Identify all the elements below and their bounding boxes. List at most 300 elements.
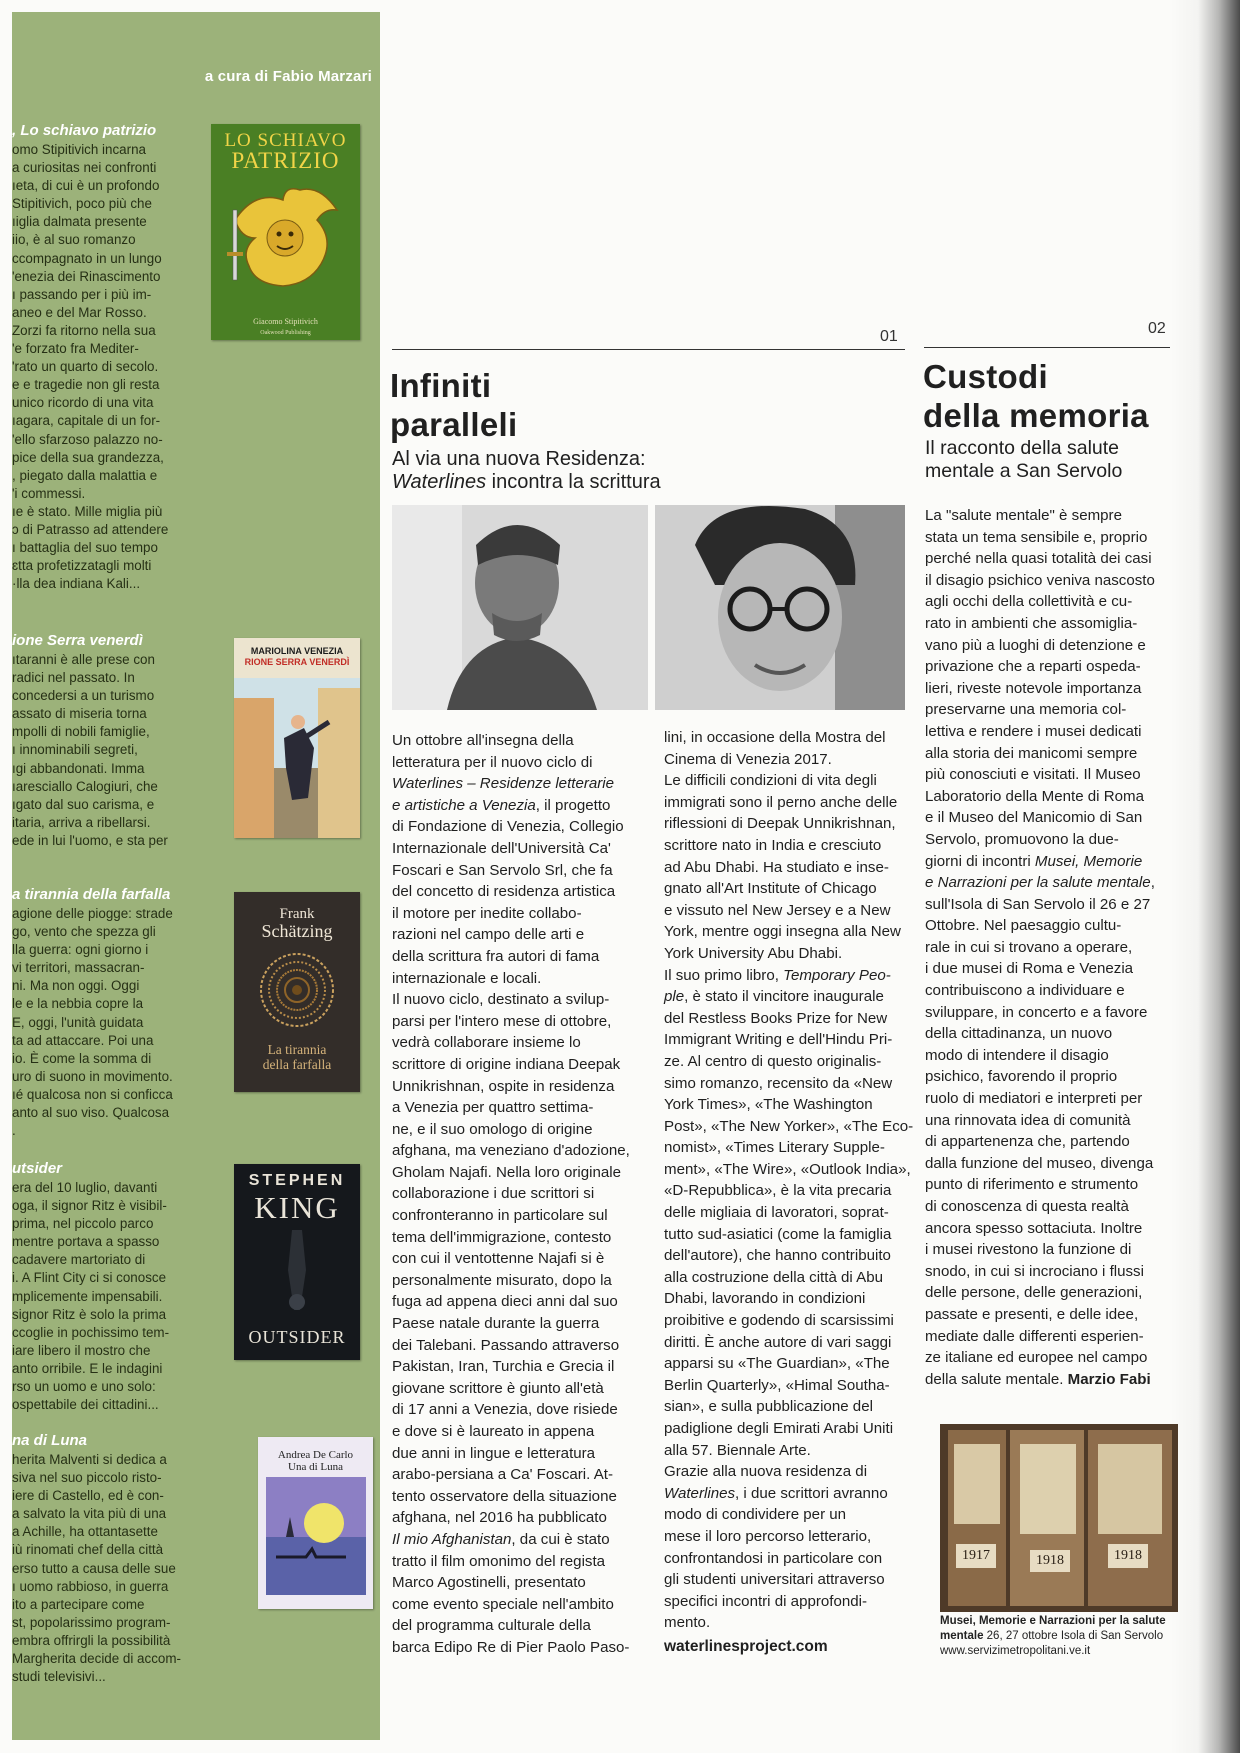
- text-line: [664, 727, 914, 749]
- text-span: tutto sud-asiatici (come la famiglia: [664, 1225, 892, 1243]
- archive-books-icon: [940, 1424, 1178, 1612]
- text-line: i. A Flint City ci si conosce: [12, 1270, 167, 1286]
- text-line: [664, 1180, 914, 1202]
- text-line: [392, 752, 648, 774]
- text-line: [664, 1202, 914, 1224]
- text-line: [925, 1066, 1175, 1088]
- winged-lion-icon: [225, 180, 346, 296]
- text-line: [925, 570, 1175, 592]
- text-line: [392, 1119, 648, 1141]
- spiral-icon: [257, 950, 337, 1030]
- text-line: [392, 1227, 648, 1249]
- book-title-line: La tirannia: [267, 1042, 327, 1057]
- venice-moon-illustration-icon: [266, 1477, 366, 1595]
- text-line: [392, 1443, 648, 1465]
- text-line: rso un uomo e uno solo:: [12, 1379, 156, 1395]
- text-line: [392, 1140, 648, 1162]
- text-line: ·lla dea indiana Kali...: [12, 576, 141, 592]
- text-span: tratto il film omonimo del regista: [392, 1552, 606, 1570]
- text-line: go, vento che spezza gli: [12, 924, 156, 940]
- text-span: una rinnovata idea di comunità: [925, 1111, 1131, 1129]
- text-line: [925, 591, 1175, 613]
- text-line: [925, 635, 1175, 657]
- text-line: [664, 1094, 914, 1116]
- text-span: di 17 anni a Venezia, dove risiede: [392, 1401, 618, 1419]
- text-line: [392, 1615, 648, 1637]
- text-span: confronteranno in particolare sul: [392, 1207, 608, 1225]
- text-line: ıagara, capitale di un for-: [12, 413, 161, 429]
- italic-span: Temporary Peo-: [783, 966, 891, 984]
- text-span: alla 57. Biennale Arte.: [664, 1441, 811, 1459]
- text-line: e e tragedie non gli resta: [12, 377, 160, 393]
- book-title-line: LO SCHIAVO: [224, 130, 347, 151]
- text-span: La "salute mentale" è sempre: [925, 507, 1122, 524]
- text-line: [392, 903, 648, 925]
- waterlines-link[interactable]: waterlinesproject.com: [664, 1637, 828, 1655]
- text-span: del programma culturale della: [392, 1617, 591, 1635]
- text-span: arabo-persiana a Ca' Foscari. At-: [392, 1466, 614, 1484]
- article-number: 01: [880, 328, 898, 345]
- book-cover-la-tirannia-della-farfalla: [234, 892, 360, 1092]
- text-line: herita Malventi si dedica a: [12, 1452, 167, 1467]
- text-line: [925, 872, 1175, 894]
- text-line: a salvato la vita più di una: [12, 1506, 167, 1522]
- review-body: [12, 1179, 204, 1414]
- portrait-icon: [655, 505, 905, 710]
- text-span: delle migliaia di lavoratori, soprat-: [664, 1204, 889, 1222]
- text-line: [392, 1183, 648, 1205]
- text-line: [392, 946, 648, 968]
- photo-archive-registers: [940, 1424, 1178, 1612]
- text-line: [392, 1572, 648, 1594]
- text-line: io. È come la somma di: [12, 1050, 152, 1066]
- text-line: pice della sua grandezza,: [12, 449, 164, 465]
- text-span: letteratura per il nuovo ciclo di: [392, 753, 593, 771]
- review-una-di-luna: [12, 1432, 204, 1686]
- text-line: [925, 1153, 1175, 1175]
- text-line: iere di Castello, ed è con-: [12, 1488, 164, 1504]
- text-line: unico ricordo di una vita: [12, 395, 154, 411]
- text-line: [925, 1002, 1175, 1024]
- text-line: [392, 1032, 648, 1054]
- review-body: [12, 141, 204, 322]
- text-line: [664, 1418, 914, 1440]
- book-cover-lo-schiavo-patrizio: [211, 124, 360, 340]
- text-line: [392, 816, 648, 838]
- text-span: Paese natale durante la guerra: [392, 1315, 600, 1333]
- text-line: [392, 1637, 648, 1659]
- text-line: [664, 1288, 914, 1310]
- text-span: come evento speciale nell'ambito: [392, 1595, 614, 1613]
- register-year: 1917: [962, 1548, 990, 1563]
- book-cover-rione-serra-venerdi: [234, 638, 360, 838]
- book-author-first: STEPHEN: [248, 1172, 346, 1189]
- article-rule: [924, 347, 1170, 348]
- text-line: ɔ di Patrasso ad attendere: [12, 521, 169, 537]
- text-line: concedersi a un turismo: [12, 688, 155, 704]
- text-line: [664, 1224, 914, 1246]
- text-line: [392, 860, 648, 882]
- book-author: MARIOLINA VENEZIA: [250, 646, 344, 656]
- text-span: e vissuto nel New Jersey e a New: [664, 901, 891, 919]
- text-line: [664, 1245, 914, 1267]
- article-subtitle-line: mentale a San Servolo: [925, 460, 1123, 482]
- review-lo-schiavo-patrizio: [12, 122, 204, 593]
- register-year: 1918: [1114, 1548, 1142, 1563]
- text-line: [392, 1356, 648, 1378]
- text-line: ı uomo rabbioso, in guerra: [12, 1578, 169, 1594]
- text-span: Un ottobre all'insegna della: [392, 732, 574, 749]
- text-span: vano più a luoghi di detenzione e: [925, 636, 1146, 654]
- book-author: [234, 906, 360, 940]
- text-line: ı battaglia del suo tempo: [12, 540, 158, 556]
- article2-column: [925, 505, 1175, 1390]
- book-author-first: Frank: [279, 906, 315, 922]
- article-rule: [392, 349, 905, 350]
- text-line: [392, 1399, 648, 1421]
- text-line: [925, 980, 1175, 1002]
- review-outsider: [12, 1160, 204, 1414]
- text-span: mediate dalle differenti esperien-: [925, 1327, 1144, 1345]
- text-line: [664, 1612, 914, 1634]
- text-line: [664, 1159, 914, 1181]
- text-line: erso tutto a causa delle sue: [12, 1560, 176, 1576]
- review-body: [12, 1451, 204, 1686]
- text-line: [392, 1529, 648, 1551]
- text-line: [925, 1088, 1175, 1110]
- text-line: aneo e del Mar Rosso.: [12, 304, 147, 320]
- text-line: ıe è stato. Mille miglia più: [12, 503, 163, 519]
- text-span: Il nuovo ciclo, destinato a svilup-: [392, 991, 610, 1009]
- text-span: psichico, favorendo il proprio: [925, 1068, 1118, 1086]
- text-line: [392, 1270, 648, 1292]
- book-reviews-sidebar: [12, 12, 380, 1740]
- text-line: [925, 1347, 1175, 1369]
- article-title: [923, 357, 1149, 435]
- review-body: [12, 651, 204, 850]
- text-line: prima, nel piccolo parco: [12, 1216, 154, 1232]
- text-line: ta ad attaccare. Poi una: [12, 1032, 154, 1048]
- text-line: [664, 835, 914, 857]
- text-line: [925, 894, 1175, 916]
- text-span: Grazie alla nuova residenza di: [664, 1463, 868, 1481]
- text-line: .: [12, 1123, 16, 1139]
- text-span: York Times», «The Washington: [664, 1096, 873, 1114]
- text-line: assato di miseria torna: [12, 706, 147, 722]
- text-line: [392, 838, 648, 860]
- text-span: di Fondazione di Venezia, Collegio: [392, 818, 624, 836]
- text-span: razioni nel campo delle arti e: [392, 926, 585, 944]
- text-span: afghana, nel 2016 ha pubblicato: [392, 1509, 607, 1527]
- book-title-line: della farfalla: [262, 1057, 332, 1072]
- text-span: della scrittura fra autori di fama: [392, 947, 600, 965]
- bold-span: Marzio Fabi: [1067, 1370, 1151, 1388]
- text-span: due anni in lingue e letteratura: [392, 1444, 596, 1462]
- article-subtitle-line: Il racconto della salute: [925, 437, 1120, 459]
- text-line: ıgato dal suo carisma, e: [12, 796, 155, 812]
- text-line: omo Stipitivich incarna: [12, 142, 146, 157]
- text-line: [664, 1483, 914, 1505]
- italic-span: Waterlines – Residenze letterarie: [392, 775, 615, 793]
- text-line: ni. Ma non oggi. Oggi: [12, 978, 140, 994]
- text-line: [392, 1335, 648, 1357]
- text-span: stata un tema sensibile e, proprio: [925, 528, 1148, 546]
- text-span: privazione che a reparti ospeda-: [925, 658, 1141, 676]
- text-line: era del 10 luglio, davanti: [12, 1180, 158, 1195]
- text-span: vedrà collaborare insieme lo: [392, 1034, 581, 1052]
- text-span: e dove si è laureato in appena: [392, 1423, 595, 1440]
- text-line: [925, 613, 1175, 635]
- italic-span: ple: [664, 988, 685, 1006]
- text-span: tento osservatore della situazione: [392, 1487, 617, 1505]
- article-subtitle: [925, 437, 1122, 483]
- book-cover-outsider: [234, 1164, 360, 1360]
- text-span: Il suo primo libro,: [664, 966, 784, 984]
- text-line: [925, 915, 1175, 937]
- text-line: anto al suo viso. Qualcosa: [12, 1105, 170, 1121]
- text-line: ı passando per i più im-: [12, 286, 152, 302]
- text-span: più conosciuti e visitati. Il Museo: [925, 766, 1141, 784]
- text-line: [664, 1310, 914, 1332]
- text-span: i due musei di Roma e Venezia: [925, 960, 1134, 978]
- text-line: [925, 764, 1175, 786]
- book-title: [234, 1042, 360, 1072]
- text-line: 'e forzato fra Mediter-: [12, 341, 139, 357]
- text-line: ıtaranni è alle prese con: [12, 652, 155, 667]
- text-span: Pakistan, Iran, Turchia e Grecia il: [392, 1358, 615, 1376]
- text-span: gli studenti universitari attraverso: [664, 1571, 885, 1589]
- text-span: di conoscenza di questa realtà: [925, 1198, 1129, 1215]
- text-line: [664, 1375, 914, 1397]
- text-line: [925, 829, 1175, 851]
- text-line: [392, 1486, 648, 1508]
- text-line: 'ello sfarzoso palazzo no-: [12, 431, 163, 447]
- text-span: nomist», «Times Literary Supple-: [664, 1139, 885, 1157]
- text-line: [925, 1131, 1175, 1153]
- text-span: e il Museo del Manicomio di San: [925, 809, 1143, 827]
- text-span: Immigrant Writing e dell'Hindu Pri-: [664, 1031, 893, 1049]
- text-line: [392, 881, 648, 903]
- text-span: Berlin Quarterly», «Himal Southa-: [664, 1376, 890, 1394]
- text-line: [664, 1332, 914, 1354]
- text-line: [664, 965, 914, 987]
- text-span: lieri, riveste notevole importanza: [925, 679, 1142, 697]
- text-line: [925, 851, 1175, 873]
- text-span: perché nella quasi totalità dei casi: [925, 550, 1152, 568]
- text-span: dell'autore), che hanno contribuito: [664, 1247, 891, 1265]
- photo-gholam-najafi: [655, 505, 905, 710]
- text-span: giovane scrittore è giunto all'età: [392, 1379, 604, 1397]
- text-span: scrittore di origine indiana Deepak: [392, 1055, 621, 1073]
- text-span: ruolo di mediatori e interpreti per: [925, 1090, 1143, 1108]
- review-body: [12, 905, 204, 1140]
- text-line: mplicemente impensabili.: [12, 1288, 163, 1304]
- text-span: , è stato il vincitore inaugurale: [684, 988, 884, 1006]
- text-line: [925, 958, 1175, 980]
- text-line: Margherita decide di accom-: [12, 1651, 181, 1667]
- street-illustration-icon: [234, 678, 360, 838]
- text-line: [664, 1029, 914, 1051]
- text-line: [925, 656, 1175, 678]
- text-line: [664, 1353, 914, 1375]
- text-span: dalla funzione del museo, divenga: [925, 1154, 1154, 1172]
- text-span: agli occhi della collettività e cu-: [925, 593, 1133, 611]
- text-span: rale in cui si trovano a operare,: [925, 938, 1133, 956]
- text-line: [392, 1205, 648, 1227]
- text-line: mentre portava a spasso: [12, 1234, 160, 1250]
- text-line: [392, 1378, 648, 1400]
- text-line: vi territori, massacran-: [12, 960, 145, 976]
- text-line: [392, 1464, 648, 1486]
- text-span: diritti. È anche autore di vari saggi: [664, 1333, 892, 1351]
- article1-column1: [392, 730, 648, 1659]
- text-line: [664, 1591, 914, 1613]
- italic-span: Waterlines: [664, 1484, 736, 1502]
- article-title-line: Infiniti: [390, 367, 492, 404]
- text-line: [664, 1461, 914, 1483]
- text-line: uro di suono in movimento.: [12, 1068, 173, 1084]
- text-line: [392, 773, 648, 795]
- book-publisher: Oakwood Publishing: [260, 330, 311, 336]
- text-span: lettiva e rendere i musei dedicati: [925, 722, 1142, 740]
- waterlines-italic: Waterlines: [392, 471, 487, 493]
- text-span: specifici incontri di approfondi-: [664, 1592, 868, 1610]
- text-span: del Restless Books Prize for New: [664, 1009, 888, 1027]
- article1-column2-text: [664, 727, 914, 1634]
- text-line: [664, 1073, 914, 1095]
- photo-caption: [940, 1614, 1180, 1659]
- text-line: agione delle piogge: strade: [12, 906, 173, 921]
- text-span: delle persone, delle generazioni,: [925, 1284, 1143, 1302]
- register-year: 1918: [1036, 1553, 1064, 1568]
- text-line: itaria, arriva a ribellarsi.: [12, 814, 151, 830]
- review-title: na di Luna: [12, 1432, 87, 1449]
- portrait-icon: [392, 505, 648, 710]
- subtitle-rest: incontra la scrittura: [486, 471, 661, 493]
- caption-url[interactable]: www.servizimetropolitani.ve.it: [940, 1645, 1091, 1657]
- text-span: il disagio psichico veniva nascosto: [925, 571, 1155, 589]
- text-span: lini, in occasione della Mostra del: [664, 729, 886, 746]
- text-line: 'enezia dei Rinascimento: [12, 268, 161, 284]
- text-line: [392, 1097, 648, 1119]
- book-title: RIONE SERRA VENERDÌ: [244, 657, 350, 667]
- text-span: Servolo, promuovono la due-: [925, 830, 1119, 848]
- text-line: [664, 1504, 914, 1526]
- text-span: con cui il ventottenne Najafi si è: [392, 1250, 605, 1268]
- text-span: ze. Al centro di questo originalis-: [664, 1052, 882, 1070]
- text-span: sull'Isola di San Servolo il 26 e 27: [925, 895, 1151, 913]
- review-title: , Lo schiavo patrizio: [12, 122, 157, 139]
- text-span: Internazionale dell'Università Ca': [392, 839, 611, 857]
- text-line: Stipitivich, poco più che: [12, 196, 152, 212]
- text-span: , i due scrittori avranno: [735, 1484, 888, 1502]
- text-line: [664, 813, 914, 835]
- text-line: [392, 1248, 648, 1270]
- text-line: [392, 1054, 648, 1076]
- text-span: modo di condividere per un: [664, 1506, 847, 1524]
- book-cover-una-di-luna: [258, 1437, 373, 1609]
- text-line: , piegato dalla malattia e: [12, 467, 158, 483]
- text-line: [925, 1326, 1175, 1348]
- text-span: «D-Repubblica», è la vita precaria: [664, 1182, 892, 1200]
- book-author-last: Schätzing: [261, 921, 333, 941]
- text-span: preservarne una memoria col-: [925, 701, 1127, 719]
- text-span: contribuiscono a individuare e: [925, 982, 1125, 1000]
- text-line: anto orribile. E le indagini: [12, 1360, 163, 1376]
- caption-event-name: Musei, Memorie e Narrazioni per la salute mentale: [940, 1615, 1166, 1642]
- text-line: [392, 1551, 648, 1573]
- text-line: iù rinomati chef della città: [12, 1542, 164, 1558]
- text-line: [664, 1526, 914, 1548]
- article-title: [390, 366, 517, 444]
- review-rione-serra-venerdi: [12, 632, 204, 850]
- text-span: ne, e il suo omologo di origine: [392, 1120, 593, 1138]
- text-span: Marco Agostinelli, presentato: [392, 1574, 586, 1592]
- article-subtitle-line: [392, 471, 661, 494]
- text-line: studi televisivi...: [12, 1669, 106, 1685]
- text-span: modo di intendere il disagio: [925, 1046, 1109, 1064]
- photo-deepak-unnikrishnan: [392, 505, 648, 710]
- text-span: fuga ad appena dieci anni dal suo: [392, 1293, 618, 1311]
- text-span: alla costruzione della città di Abu: [664, 1268, 883, 1286]
- text-line: mpolli di nobili famiglie,: [12, 724, 150, 740]
- text-line: [664, 878, 914, 900]
- text-span: il motore per inedite collabo-: [392, 904, 582, 922]
- text-line: [925, 1196, 1175, 1218]
- caption-details: 26, 27 ottobre Isola di San Servolo: [983, 1630, 1164, 1642]
- text-span: Laboratorio della Mente di Roma: [925, 787, 1144, 805]
- text-span: immigrati sono il perno anche delle: [664, 793, 898, 811]
- text-line: [392, 795, 648, 817]
- text-line: [664, 770, 914, 792]
- review-body-italic: [12, 322, 204, 593]
- italic-span: e Narrazioni per la salute mentale: [925, 874, 1151, 892]
- book-title-line: PATRIZIO: [231, 148, 340, 173]
- text-span: i musei rivestono la funzione di: [925, 1241, 1132, 1259]
- text-line: [925, 721, 1175, 743]
- text-line: [664, 921, 914, 943]
- text-line: [925, 1282, 1175, 1304]
- text-span: rato in ambienti che assomiglia-: [925, 614, 1138, 632]
- text-span: alla storia dei manicomi sempre: [925, 744, 1138, 762]
- text-span: proibitive e godendo di scarsissimi: [664, 1312, 894, 1330]
- text-line: [925, 1045, 1175, 1067]
- text-line: [664, 1267, 914, 1289]
- review-la-tirannia-della-farfalla: [12, 886, 204, 1140]
- text-line: [664, 1548, 914, 1570]
- article1-column2: [664, 727, 914, 1658]
- article-title-line: paralleli: [390, 406, 518, 443]
- text-span: gnato all'Art Institute of Chicago: [664, 880, 877, 898]
- review-title: a tirannia della farfalla: [12, 886, 171, 903]
- text-span: ze italiane ed europee nel campo: [925, 1349, 1148, 1367]
- text-span: giorni di incontri: [925, 852, 1035, 870]
- text-line: [925, 1261, 1175, 1283]
- text-line: [664, 1116, 914, 1138]
- text-span: mento.: [664, 1614, 711, 1632]
- text-line: [925, 678, 1175, 700]
- text-line: iare libero il mostro che: [12, 1342, 151, 1358]
- text-span: , da cui è stato: [511, 1530, 610, 1548]
- text-line: [664, 1008, 914, 1030]
- text-span: passate e presenti, e delle idee,: [925, 1305, 1139, 1323]
- text-line: [392, 968, 648, 990]
- book-author: [258, 1449, 373, 1473]
- text-line: cadavere martoriato di: [12, 1252, 146, 1268]
- book-title: OUTSIDER: [248, 1327, 346, 1347]
- text-line: [392, 1507, 648, 1529]
- text-line: ıé qualcosa non si conficca: [12, 1086, 173, 1102]
